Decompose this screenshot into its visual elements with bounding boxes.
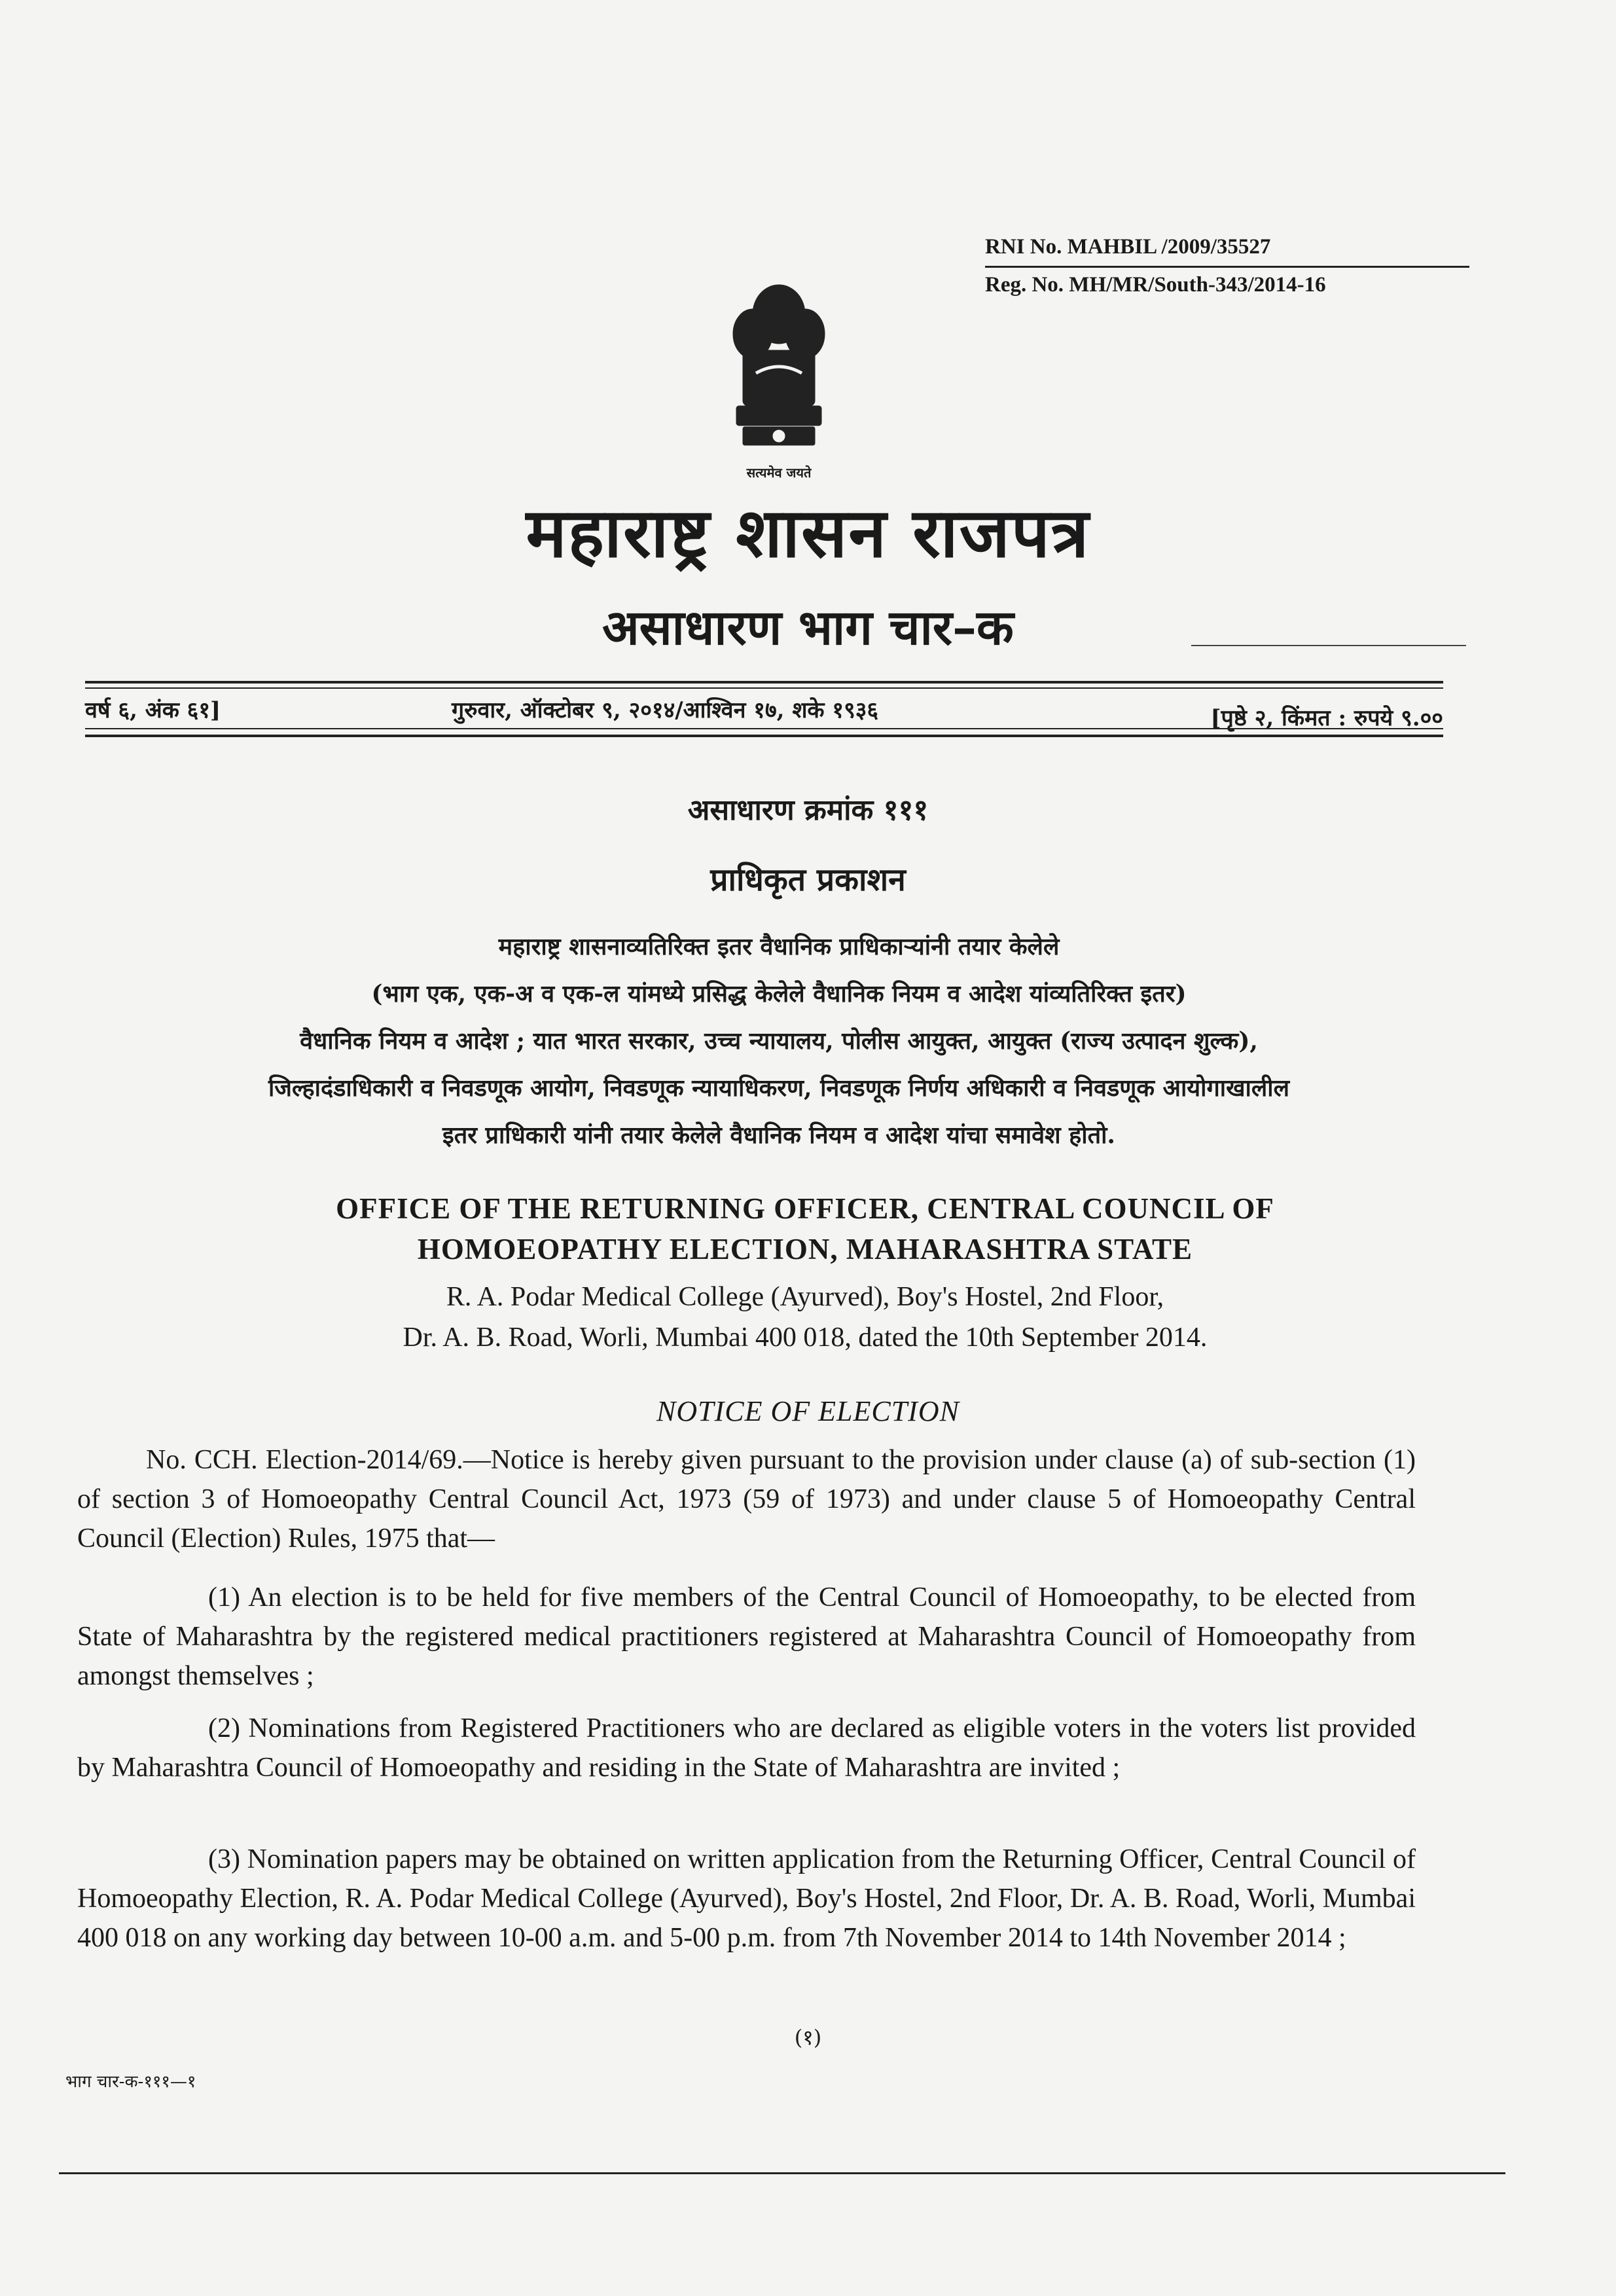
- gazette-title: महाराष्ट्र शासन राजपत्र: [526, 492, 1090, 573]
- notice-clause-2: (2) Nominations from Registered Practitioners who are declared as eligible voters in the voters list provided by Maharashtra Council of Homoeopathy and residing in the State of Maharashtra are invited ;: [77, 1713, 1416, 1783]
- notice-clause-1: (1) An election is to be held for five members of the Central Council of Homoeopathy, to be elected from State of Maharashtra by the registered medical practitioners registered at Maharashtra Council of Homoeopathy from amongst themselves ;: [77, 1582, 1416, 1691]
- lion-capital-icon: [723, 275, 835, 484]
- pages-price: [पृष्ठे २, किंमत : रुपये ९.००: [1210, 705, 1443, 731]
- registration-block: [985, 232, 1469, 299]
- notice-title: NOTICE OF ELECTION: [656, 1395, 960, 1427]
- notice-paragraph-intro: No. CCH. Election-2014/69.—Notice is hereby given pursuant to the provision under clause (a) of sub-section (1) of section 3 of Homoeopathy Central Council Act, 1973 (59 of 1973) and under clause 5 of Homoeopathy Central Council (Election) Rules, 1975 that—: [77, 1445, 1416, 1554]
- masthead-rule-top: [85, 681, 1443, 683]
- marathi-line: इतर प्राधिकारी यांनी तयार केलेले वैधानिक नियम व आदेश यांचा समावेश होतो.: [442, 1121, 1115, 1149]
- volume-issue: वर्ष ६, अंक ६१]: [85, 697, 221, 723]
- office-address: [164, 1277, 1446, 1358]
- footer-code: भाग चार-क-१११—१: [65, 2072, 196, 2092]
- registration-divider: [985, 266, 1469, 268]
- marathi-line: महाराष्ट्र शासनाव्यतिरिक्त इतर वैधानिक प्राधिकाऱ्यांनी तयार केलेले: [498, 933, 1060, 960]
- address-line-2: Dr. A. B. Road, Worli, Mumbai 400 018, dated the 10th September 2014.: [403, 1322, 1208, 1353]
- marathi-description: [105, 923, 1453, 1159]
- marathi-line: (भाग एक, एक-अ व एक-ल यांमध्ये प्रसिद्ध केलेले वैधानिक नियम व आदेश यांव्यतिरिक्त इतर): [371, 980, 1187, 1008]
- authorized-publication: प्राधिकृत प्रकाशन: [710, 862, 906, 898]
- masthead: [85, 689, 1443, 741]
- subtitle-rule: [1191, 645, 1466, 646]
- rni-number: RNI No. MAHBIL /2009/35527: [985, 235, 1271, 259]
- masthead-rule-bottom-thin: [85, 728, 1443, 729]
- emblem-motto: सत्यमेव जयते: [746, 465, 812, 481]
- office-heading: [164, 1188, 1446, 1269]
- office-line-1: OFFICE OF THE RETURNING OFFICER, CENTRAL COUNCIL OF: [336, 1192, 1274, 1225]
- marathi-line: वैधानिक नियम व आदेश ; यात भारत सरकार, उच्च न्यायालय, पोलीस आयुक्त, आयुक्त (राज्य उत्पादन शुल्क),: [300, 1027, 1258, 1055]
- state-emblem: [723, 275, 835, 484]
- marathi-line: जिल्हादंडाधिकारी व निवडणूक आयोग, निवडणूक न्यायाधिकरण, निवडणूक निर्णय अधिकारी व निवडणूक आयोगाखालील: [268, 1074, 1290, 1102]
- page-number: (१): [794, 2025, 822, 2050]
- gazette-subtitle: असाधारण भाग चार–क: [602, 600, 1014, 656]
- extraordinary-number: असाधारण क्रमांक १११: [687, 793, 929, 827]
- masthead-rule-bottom: [85, 735, 1443, 737]
- address-line-1: R. A. Podar Medical College (Ayurved), Boy's Hostel, 2nd Floor,: [446, 1282, 1164, 1312]
- bottom-rule: [59, 2172, 1505, 2174]
- notice-clause-3: (3) Nomination papers may be obtained on written application from the Returning Officer, Central Council of Homoeopathy Election, R. A. Podar Medical College (Ayurved), Boy's Hostel, 2nd Floor, Dr. A. B. Road, Worli, Mumbai 400 018 on any working day between 10-00 a.m. and 5-00 p.m. from 7th November 2014 to 14th November 2014 ;: [77, 1844, 1416, 1953]
- reg-number: Reg. No. MH/MR/South-343/2014-16: [985, 272, 1326, 297]
- office-line-2: HOMOEOPATHY ELECTION, MAHARASHTRA STATE: [417, 1233, 1193, 1266]
- issue-date: गुरुवार, ऑक्टोबर ९, २०१४/आश्विन १७, शके १९३६: [452, 697, 879, 723]
